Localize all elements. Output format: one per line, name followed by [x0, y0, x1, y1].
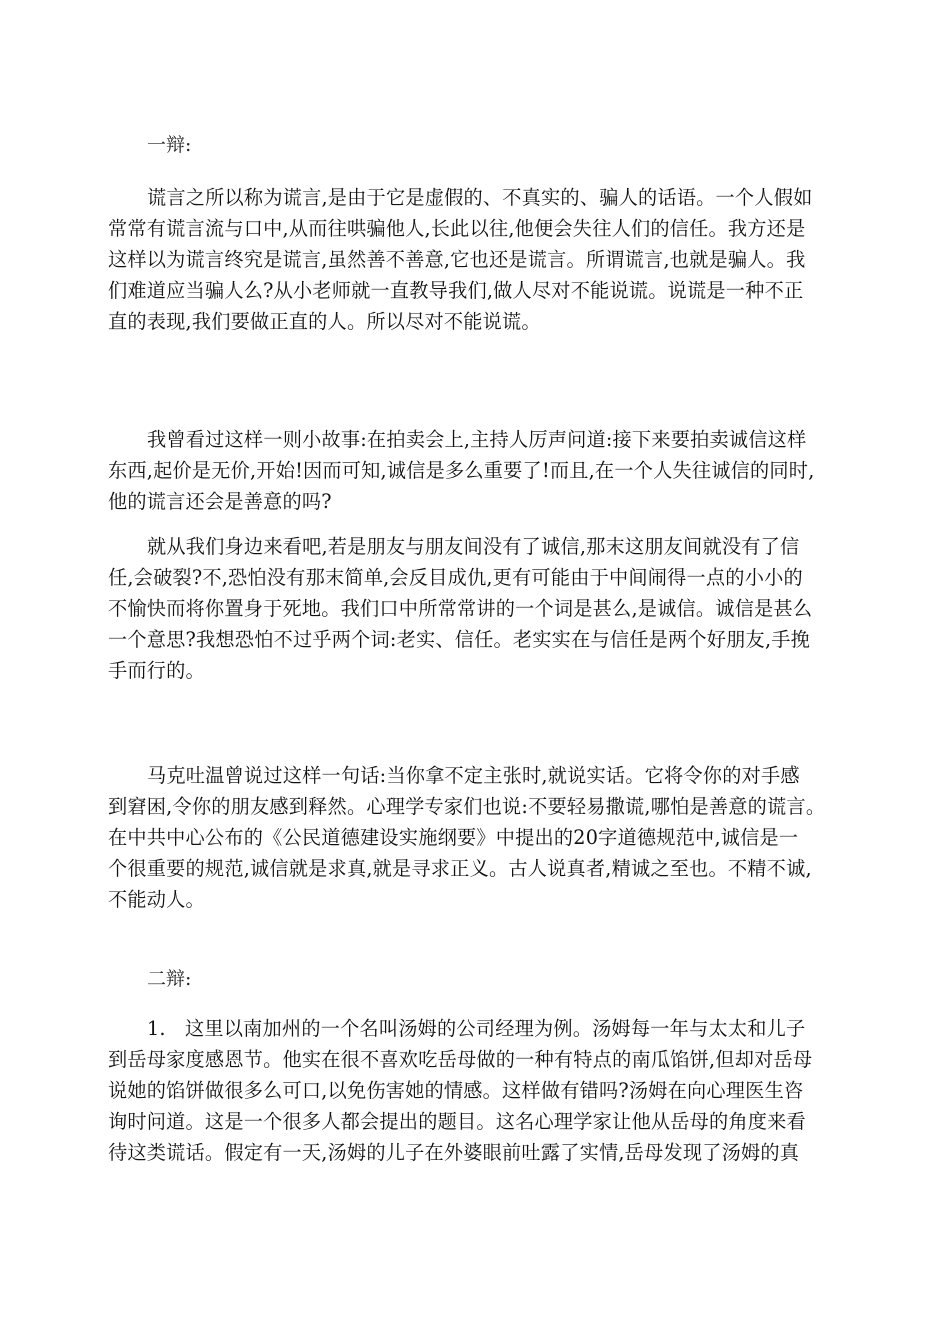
paragraph-line: 在中共中心公布的《公民道德建设实施纲要》中提出的20字道德规范中,诚信是一	[108, 826, 799, 849]
paragraph-line: 我曾看过这样一则小故事:在拍卖会上,主持人厉声问道:接下来要拍卖诚信这样	[147, 428, 807, 451]
paragraph-line: 不愉快而将你置身于死地。我们口中所常常讲的一个词是甚么,是诚信。诚信是甚么	[108, 597, 813, 620]
list-number: 1.	[147, 1017, 166, 1040]
paragraph-line: 不能动人。	[108, 888, 205, 911]
paragraph-line: 谎言之所以称为谎言,是由于它是虚假的、不真实的、骗人的话语。一个人假如	[147, 186, 813, 209]
paragraph-line-text: 这里以南加州的一个名叫汤姆的公司经理为例。汤姆每一年与太太和儿子	[185, 1017, 806, 1040]
section-heading-second-debater: 二辩:	[147, 968, 192, 990]
paragraph-line: 他的谎言还会是善意的吗?	[108, 490, 332, 513]
paragraph-line	[108, 1013, 858, 1044]
paragraph-line: 个很重要的规范,诚信就是求真,就是寻求正义。古人说真者,精诚之至也。不精不诚,	[108, 857, 812, 880]
paragraph-line: 任,会破裂?不,恐怕没有那末简单,会反目成仇,更有可能由于中间闹得一点的小小的	[108, 566, 803, 589]
section-heading-first-debater: 一辩:	[147, 134, 192, 156]
paragraph-line: 询时问道。这是一个很多人都会提出的题目。这名心理学家让他从岳母的角度来看	[108, 1110, 806, 1133]
paragraph-line: 常常有谎言流与口中,从而往哄骗他人,长此以往,他便会失往人们的信任。我方还是	[108, 217, 806, 240]
paragraph-line: 东西,起价是无价,开始!因而可知,诚信是多么重要了!而且,在一个人失往诚信的同时,	[108, 459, 815, 482]
paragraph-1	[108, 182, 858, 337]
paragraph-line: 这样以为谎言终究是谎言,虽然善不善意,它也还是谎言。所谓谎言,也就是骗人。我	[108, 248, 806, 271]
paragraph-line: 说她的馅饼做很多么可口,以免伤害她的情感。这样做有错吗?汤姆在向心理医生咨	[108, 1079, 804, 1102]
paragraph-line: 马克吐温曾说过这样一句话:当你拿不定主张时,就说实话。它将令你的对手感	[147, 764, 800, 787]
paragraph-line: 待这类谎话。假定有一天,汤姆的儿子在外婆眼前吐露了实情,岳母发现了汤姆的真	[108, 1141, 800, 1164]
paragraph-5	[108, 1013, 858, 1168]
paragraph-2	[108, 424, 858, 517]
paragraph-4	[108, 760, 858, 915]
paragraph-line: 到岳母家度感恩节。他实在很不喜欢吃岳母做的一种有特点的南瓜馅饼,但却对岳母	[108, 1048, 813, 1071]
paragraph-line: 就从我们身边来看吧,若是朋友与朋友间没有了诚信,那末这朋友间就没有了信	[147, 535, 800, 558]
paragraph-line: 直的表现,我们要做正直的人。所以尽对不能说谎。	[108, 310, 541, 333]
paragraph-line: 一个意思?我想恐怕不过乎两个词:老实、信任。老实实在与信任是两个好朋友,手挽	[108, 628, 811, 651]
paragraph-line: 到窘困,令你的朋友感到释然。心理学专家们也说:不要轻易撒谎,哪怕是善意的谎言。	[108, 795, 826, 818]
paragraph-line: 们难道应当骗人么?从小老师就一直教导我们,做人尽对不能说谎。说谎是一种不正	[108, 279, 804, 302]
paragraph-3	[108, 531, 858, 686]
paragraph-line: 手而行的。	[108, 659, 205, 682]
